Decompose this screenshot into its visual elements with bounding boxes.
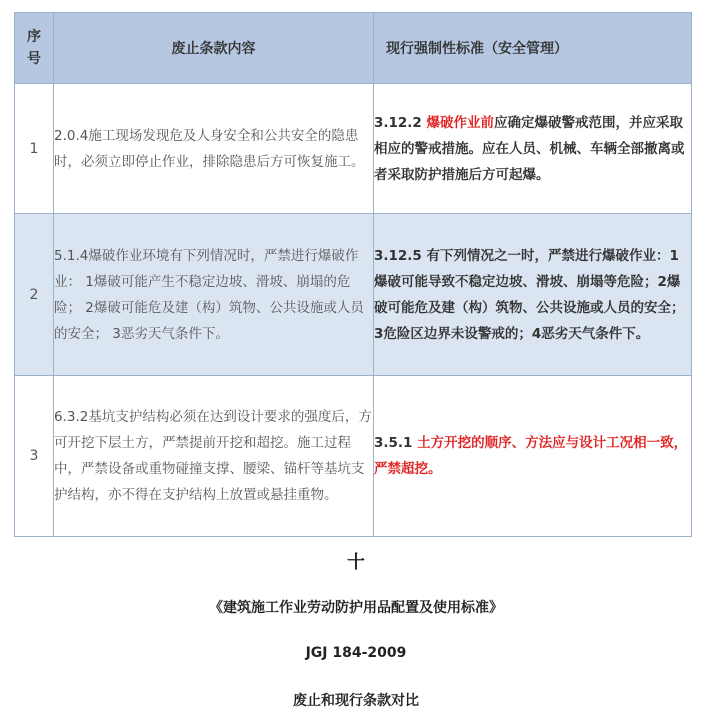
clause-code: 3.5.1	[374, 435, 413, 451]
header-current: 现行强制性标准（安全管理）	[374, 13, 692, 84]
clause-code: 3.12.5	[374, 247, 422, 264]
abolished-clause: 2.0.4施工现场发现危及人身安全和公共安全的隐患时，必须立即停止作业，排除隐患后方可恢复施工。	[54, 84, 374, 214]
table-header-row	[15, 13, 692, 84]
clause-highlight: 土方开挖的顺序、方法应与设计工况相一致，严禁超挖。	[374, 435, 688, 477]
table-row	[15, 376, 692, 537]
current-clause	[374, 214, 692, 376]
section-number: 十	[347, 552, 365, 573]
table-row	[15, 214, 692, 376]
header-index-line1: 序	[27, 29, 41, 45]
header-index-line2: 号	[27, 51, 41, 67]
current-clause	[374, 84, 692, 214]
row-index: 1	[15, 84, 54, 214]
abolished-clause: 6.3.2基坑支护结构必须在达到设计要求的强度后，方可开挖下层土方，严禁提前开挖和超挖。施工过程中，严禁设备或重物碰撞支撑、腰梁、锚杆等基坑支护结构，亦不得在支护结构上放置或悬挂重物。	[54, 376, 374, 537]
table-row	[15, 84, 692, 214]
section-subtitle: 废止和现行条款对比	[293, 693, 419, 709]
clause-text: 有下列情况之一时，严禁进行爆破作业：1爆破可能导致不稳定边坡、滑坡、崩塌等危险；2爆破可能危及建（构）筑物、公共设施或人员的安全；3危险区边界未设警戒的；4恶劣天气条件下。	[374, 247, 685, 342]
header-index	[15, 13, 54, 84]
standard-code: JGJ 184-2009	[305, 645, 407, 661]
header-abolished: 废止条款内容	[54, 13, 374, 84]
clause-code: 3.12.2	[374, 114, 422, 131]
standard-title: 《建筑施工作业劳动防护用品配置及使用标准》	[209, 600, 503, 616]
clause-text: 应确定爆破警戒范围，并应采取相应的警戒措施。应在人员、机械、车辆全部撤离或者采取防护措施后方可起爆。	[374, 114, 685, 183]
abolished-clause: 5.1.4爆破作业环境有下列情况时，严禁进行爆破作业： 1爆破可能产生不稳定边坡、滑坡、崩塌的危险； 2爆破可能危及建（构）筑物、公共设施或人员的安全； 3恶劣天气条件下。	[54, 214, 374, 376]
row-index: 3	[15, 376, 54, 537]
current-clause	[374, 376, 692, 537]
row-index: 2	[15, 214, 54, 376]
clause-highlight: 爆破作业前	[426, 114, 495, 131]
comparison-table	[14, 12, 692, 537]
